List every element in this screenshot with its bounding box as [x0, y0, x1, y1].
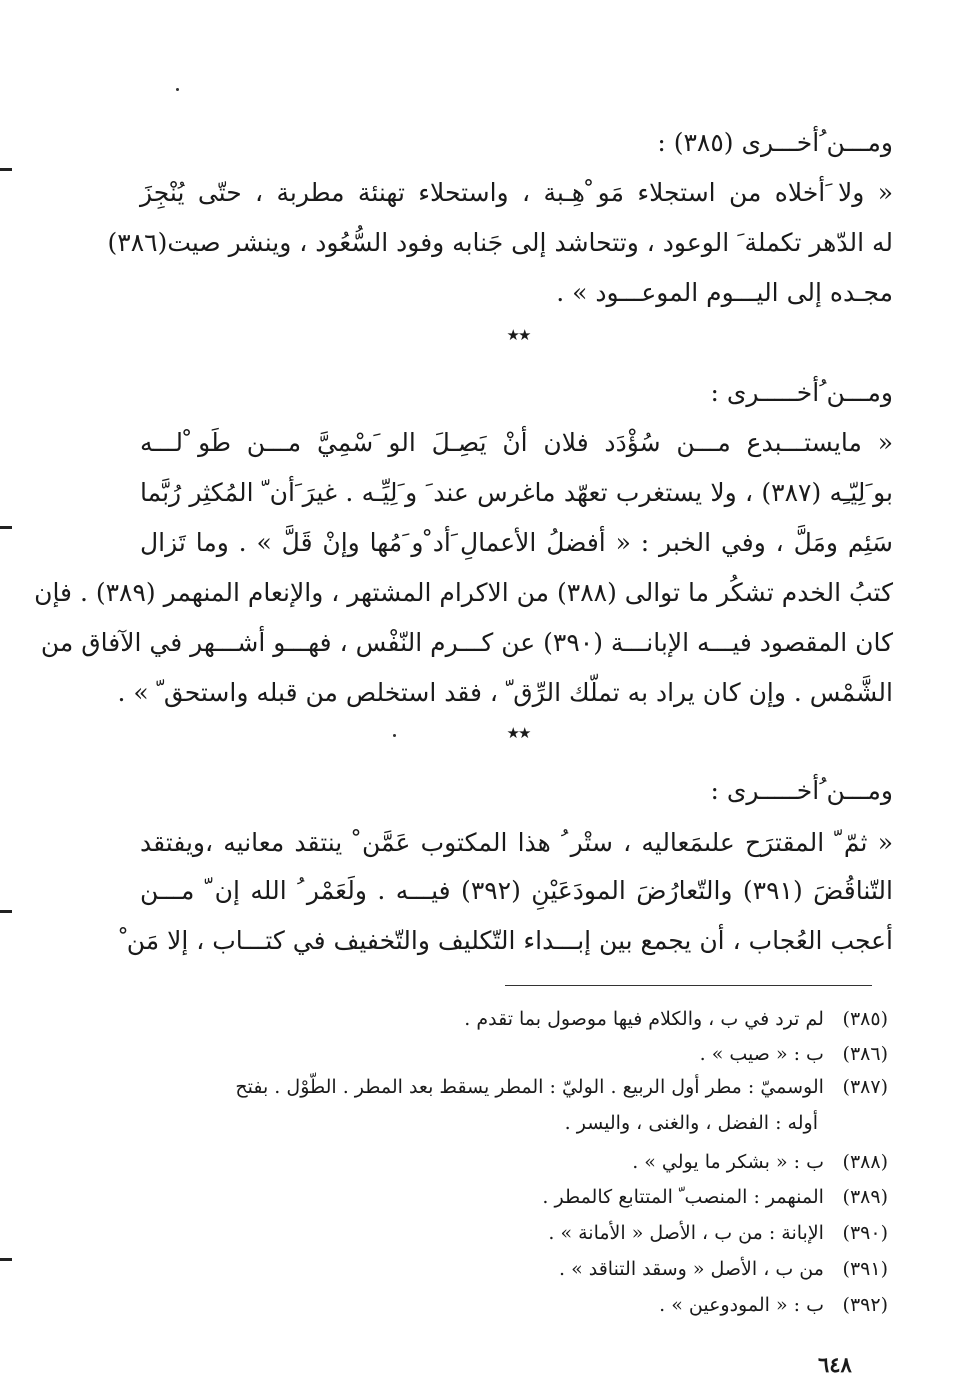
body-line: مجـده إلى اليـــوم الموعـــود » . — [556, 278, 893, 307]
footnote-continuation: أوله : الفضل ، والغنى ، واليسر . — [564, 1112, 818, 1134]
footnote — [464, 1008, 888, 1030]
footnote — [548, 1222, 888, 1244]
section-heading: ومـــن ُأخـــــرى : — [710, 776, 893, 805]
body-line: « ثمّ ّ المقترَح علىمَعاليه ، ستْر ُ هذا المكتوب عَمَّن ْ ينتقد معانيه ،ويفتقد — [140, 828, 893, 857]
body-line: الشَّمْس . وإن كان يراد به تملّك الرِّق ّ ، فقد استخلص من قبله واستحق ّ » . — [117, 678, 893, 707]
footnote-number: (٣٩٢) — [842, 1294, 888, 1316]
section-heading: ومـــن ُأخـــــرى : — [710, 378, 893, 407]
footnote — [659, 1294, 888, 1316]
body-line: « مايستـــبدع مـــن سُؤْدَد فلان أنْ يَصِـلَ الو َسْمِيَّ مـــن طَو ْلـــه — [140, 428, 893, 457]
footnote-number: (٣٩١) — [842, 1258, 888, 1280]
footnote-text: الوسميّ : مطر أول الربيع . الوليّ : المطر يسقط بعد المطر . الطّوْل . بفتح — [235, 1076, 824, 1098]
body-line: بو َلِيّـِه (٣٨٧) ، ولا يستغرب تعهّد ماغرس عند َ و َلِيِّـه . غيرَ َأن ّ المُكثِر رُبَّما — [140, 478, 893, 507]
footnote-number: (٣٨٦) — [842, 1043, 888, 1065]
footnote — [559, 1258, 888, 1280]
section-heading: ومـــن ُأخـــرى (٣٨٥) : — [657, 128, 893, 157]
section-divider-stars: ★★ — [506, 326, 530, 344]
footnote-number: (٣٨٩) — [842, 1186, 888, 1208]
body-line: أعجب العُجاب ، أن يجمع بين إبـــداء التّكليف والتّخفيف في كتـــاب ، إلا مَن ْ — [119, 926, 893, 955]
body-line: سَئِم ومَلَّ ، وفي الخبر : « أفضلُ الأعمالِ َأد ْو َمُها وإنْ قَلَّ » . وما تَزال — [140, 528, 893, 557]
footnote-text: ب : « بشكر ما يولي » . — [632, 1151, 824, 1173]
scan-edge-mark — [0, 168, 12, 171]
footnote-text: ب : « صيب » . — [699, 1043, 824, 1065]
footnote-number: (٣٨٨) — [842, 1151, 888, 1173]
footnote — [632, 1151, 888, 1173]
body-line: كتبُ الخدم تشكُر ما توالى (٣٨٨) من الاكرام المشتهر ، والإنعام المنهمر (٣٨٩) . فإن — [34, 578, 893, 607]
scan-edge-mark — [0, 1258, 12, 1261]
scan-edge-mark — [0, 910, 12, 913]
footnote — [235, 1076, 888, 1098]
footnote-text: لم ترد في ب ، والكلام فيها موصول بما تقدم . — [464, 1008, 824, 1030]
scan-speck — [176, 88, 179, 91]
footnote-number: (٣٨٥) — [842, 1008, 888, 1030]
section-divider-stars: ★★ — [506, 724, 530, 742]
footnote-number: (٣٩٠) — [842, 1222, 888, 1244]
scan-speck — [393, 734, 396, 737]
footnote — [542, 1186, 888, 1208]
footnote — [700, 1043, 888, 1065]
footnote-separator — [505, 985, 872, 986]
body-line: التّناقُضَ (٣٩١) والتّعارُضَ المودَعَيْنِ (٣٩٢) فيـــه . ولَعَمْر ُ الله إن ّ مـــن — [140, 876, 893, 905]
scan-edge-mark — [0, 526, 12, 529]
footnote-text: المنهمر : المنصب ّ المتتابع كالمطر . — [542, 1186, 824, 1208]
footnote-text: الإبانة : من ب ، الأصل « الأمانة » . — [548, 1222, 824, 1244]
body-line: « ولا َأخلاه من استجلاء مَو ْهِـبة ، واستحلاء تهنئة مطربة ، حتّى يُنْجِزَ — [140, 178, 893, 207]
page-number: ٦٤٨ — [818, 1352, 852, 1377]
footnote-number: (٣٨٧) — [842, 1076, 888, 1098]
footnote-text: ب : « المودوعين » . — [659, 1294, 824, 1316]
footnote-text: من ب ، الأصل « وسقد التناقد » . — [558, 1258, 824, 1280]
body-line: كان المقصود فيـــه الإبانـــة (٣٩٠) عن كـــرم النّفْس ، فهـــو أشـــهر في الآفاق من — [40, 628, 893, 657]
body-line: له الدّهر تكملة َ الوعود ، وتتحاشد إلى جَنابه وفود السُّعُود ، وينشر صيت(٣٨٦) — [107, 228, 893, 257]
